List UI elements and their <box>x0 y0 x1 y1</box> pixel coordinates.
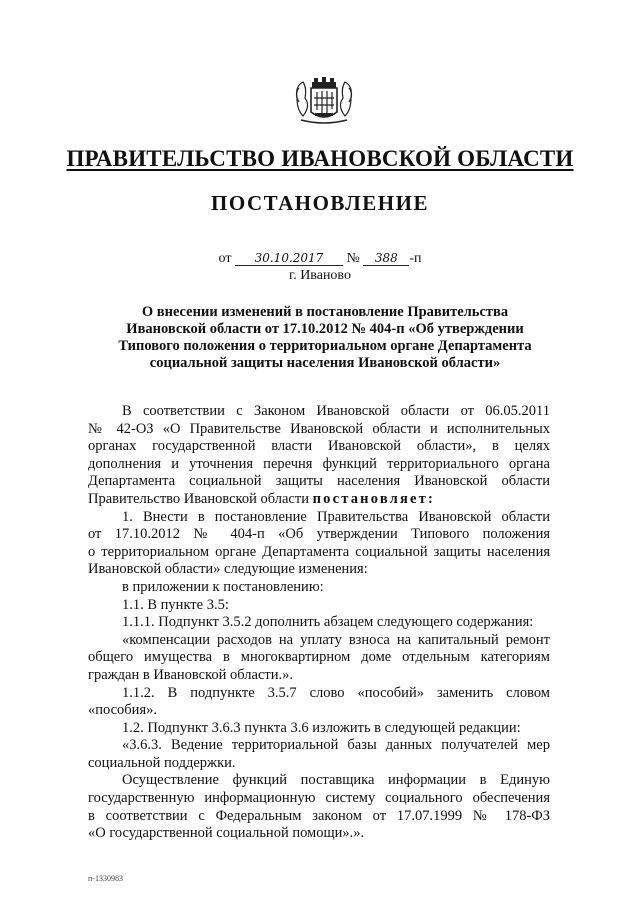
body-line: Департамента социальной защиты населения Ивановской области <box>88 473 550 490</box>
body-line: 1.1.1. Подпункт 3.5.2 дополнить абзацем следующего содержания: <box>122 614 534 631</box>
body-line: 1.1.2. В подпункте 3.5.7 слово «пособий» заменить словом <box>122 684 550 701</box>
coat-of-arms-icon <box>293 76 355 128</box>
date-number-line <box>0 251 640 267</box>
body-line <box>88 491 550 509</box>
body-line: В соответствии с Законом Ивановской области от 06.05.2011 <box>122 403 550 419</box>
body-line: государственную информационную систему социального обеспечения <box>88 790 550 807</box>
body-line: органах государственной власти Ивановской области», в целях <box>88 438 550 455</box>
document-subject <box>110 304 540 372</box>
document-number: 388 <box>363 251 409 266</box>
body-line: в соответствии с Федеральным законом от 17.07.1999 № 178-ФЗ <box>88 807 550 824</box>
body-line: «пособия». <box>88 702 157 719</box>
subject-line: О внесении изменений в постановление Правительства <box>141 304 509 320</box>
body-line: граждан в Ивановской области.». <box>88 666 294 683</box>
body-line: социальной поддержки. <box>88 754 236 771</box>
document-date: 30.10.2017 <box>235 251 343 266</box>
body-line: «3.6.3. Ведение территориальной базы данных получателей мер <box>122 737 550 754</box>
body-line: от 17.10.2012 № 404-п «Об утверждении Типового положения <box>88 526 550 543</box>
body-line: 1.1. В пункте 3.5: <box>122 596 229 613</box>
government-title: ПРАВИТЕЛЬСТВО ИВАНОВСКОЙ ОБЛАСТИ <box>66 146 574 171</box>
subject-line: Типового положения о территориальном органе Департамента <box>118 338 532 354</box>
city: г. Иваново <box>289 268 351 283</box>
body-line: Ивановской области» следующие изменения: <box>88 561 368 578</box>
number-sign: № <box>346 251 360 266</box>
body-line: «О государственной социальной помощи».». <box>88 825 365 842</box>
footer-code: п-1330983 <box>88 874 123 883</box>
subject-line: Ивановской области от 17.10.2012 № 404-п «Об утверждении <box>126 321 524 337</box>
body-line: Осуществление функций поставщика информации в Единую <box>122 772 550 789</box>
subject-line: социальной защиты населения Ивановской области» <box>149 355 501 371</box>
document-body <box>88 403 550 843</box>
document-type-title: ПОСТАНОВЛЕНИЕ <box>211 191 429 215</box>
body-line: в приложении к постановлению: <box>122 578 324 595</box>
body-line: 1. Внести в постановление Правительства Ивановской области <box>122 508 550 525</box>
body-line: «компенсации расходов на уплату взноса на капитальный ремонт <box>122 631 550 648</box>
body-line: о территориальном органе Департамента социальной защиты населения <box>88 543 550 560</box>
decree-word: постановляет: <box>312 490 436 507</box>
body-line: дополнения и уточнения перечня функций территориального органа <box>88 455 550 472</box>
body-line: общего имущества в многоквартирном доме отдельным категориям <box>88 649 550 666</box>
number-suffix: -п <box>409 251 422 266</box>
body-line: № 42-ОЗ «О Правительстве Ивановской области и исполнительных <box>88 420 550 437</box>
date-prefix: от <box>218 251 232 266</box>
body-line: 1.2. Подпункт 3.6.3 пункта 3.6 изложить в следующей редакции: <box>122 719 521 736</box>
decree-subject: Правительство Ивановской области <box>88 490 309 507</box>
